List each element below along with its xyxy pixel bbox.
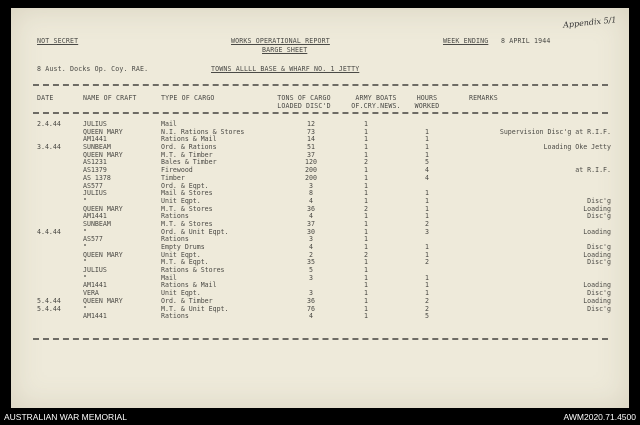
table-cell-hours: 4 [425,173,429,182]
table-cell-tons: 8 [309,189,313,198]
archive-reference: AWM2020.71.4500 [563,412,636,422]
table-cell-craft: QUEEN MARY [83,150,123,159]
table-cell-date [37,190,61,198]
table-cell-hours: 1 [425,196,429,205]
table-cell-remarks: Loading [583,204,611,213]
table-cell-cargo: Timber [161,173,185,182]
table-cell-boats: 1 [364,120,368,128]
table-cell-tons: 4 [309,243,313,251]
table-cell-craft: JULIUS [83,120,107,128]
craft-column [83,121,123,321]
table-cell-craft: AS 1378 [83,173,111,182]
table-cell-remarks: Loading [583,250,611,259]
table-cell-hours: 2 [425,258,429,267]
table-cell-boats: 1 [364,219,368,228]
table-cell-craft: AS577 [83,181,103,190]
table-cell-tons: 36 [307,204,315,213]
table-cell-boats: 1 [364,227,368,236]
table-cell-date: 2.4.44 [37,120,61,128]
table-cell-craft: " [83,196,87,205]
table-cell-remarks [471,175,611,183]
table-cell-tons: 2 [309,250,313,259]
table-rule-bottom [33,338,608,340]
table-cell-remarks: at R.I.F. [575,166,611,175]
table-cell-tons: 3 [309,289,313,298]
remarks-column [471,121,611,321]
archive-name: AUSTRALIAN WAR MEMORIAL [4,412,127,422]
hours-column [419,121,435,321]
table-cell-cargo: Mail [161,120,177,128]
table-cell-boats: 1 [364,173,368,182]
table-cell-tons: 4 [309,196,313,205]
table-cell-hours: 5 [425,312,429,321]
table-cell-hours: 3 [425,227,429,236]
table-cell-craft: QUEEN MARY [83,204,123,213]
table-cell-hours: 5 [425,158,429,167]
table-cell-hours: 1 [425,143,429,152]
header-rule-bottom [33,112,608,114]
table-cell-boats: 1 [364,212,368,221]
table-cell-tons: 14 [307,135,315,144]
table-cell-tons: 12 [307,120,315,128]
table-cell-boats: 1 [364,266,368,275]
report-subtitle: BARGE SHEET [262,46,308,54]
table-cell-cargo: M.T. & Unit Eqpt. [161,304,229,313]
table-cell-boats: 1 [364,296,368,305]
table-cell-cargo: Rations [161,212,189,221]
table-cell-remarks [471,267,611,275]
col-boats-header: ARMY BOATS OF.CRY.NEWS. [351,94,401,110]
table-cell-craft: " [83,304,87,313]
table-cell-tons: 4 [309,212,313,221]
table-cell-boats: 1 [364,166,368,175]
table-cell-hours: 4 [425,166,429,175]
table-cell-tons: 4 [309,312,313,321]
table-cell-hours: 1 [425,273,429,282]
table-cell-tons: 200 [305,166,317,175]
table-cell-boats: 1 [364,281,368,290]
table-cell-remarks: Loading [583,227,611,236]
table-cell-craft: AS1379 [83,166,107,175]
table-cell-boats: 1 [364,312,368,321]
table-cell-cargo: M.T. & Eqpt. [161,258,209,267]
table-cell-boats: 1 [364,304,368,313]
table-cell-craft: QUEEN MARY [83,127,123,136]
table-cell-date: 3.4.44 [37,143,61,152]
table-cell-hours: 2 [425,304,429,313]
table-cell-date [37,175,61,183]
table-cell-cargo: Rations [161,312,189,321]
table-cell-date [37,259,61,267]
classification-label: NOT SECRET [37,37,79,45]
table-cell-date [37,244,61,252]
table-cell-hours: 1 [425,281,429,290]
table-cell-remarks [471,183,611,191]
table-cell-boats: 1 [364,127,368,136]
table-cell-remarks: Loading [583,296,611,305]
table-cell-boats: 1 [364,258,368,267]
table-cell-hours: 1 [425,135,429,144]
table-cell-cargo: Mail & Stores [161,189,213,198]
tons-column [296,121,326,321]
table-cell-craft: AM1441 [83,212,107,221]
table-cell-remarks: Disc'g [587,258,611,267]
table-cell-craft: " [83,273,87,282]
table-cell-date: 4.4.44 [37,227,61,236]
table-cell-boats: 2 [364,250,368,259]
table-cell-cargo: Unit Eqpt. [161,289,201,298]
table-cell-cargo: Unit Eqpt. [161,196,201,205]
table-cell-craft: " [83,227,87,236]
table-cell-cargo: Rations & Stores [161,266,225,275]
table-cell-boats: 1 [364,150,368,159]
table-cell-date: 5.4.44 [37,304,61,313]
table-cell-tons: 120 [305,158,317,167]
table-cell-boats: 1 [364,181,368,190]
table-cell-cargo: Ord. & Timber [161,296,213,305]
col-remarks-header: REMARKS [469,94,498,102]
table-cell-hours: 1 [425,150,429,159]
table-cell-date [37,159,61,167]
document-page [11,8,629,408]
unit-name: 8 Aust. Docks Op. Coy. RAE. [37,65,149,73]
table-cell-remarks [471,152,611,160]
report-title: WORKS OPERATIONAL REPORT [231,37,330,45]
table-cell-craft: QUEEN MARY [83,296,123,305]
table-cell-tons: 5 [309,266,313,275]
table-cell-craft: AM1441 [83,135,107,144]
table-cell-tons: 37 [307,150,315,159]
table-cell-remarks: Supervision Disc'g at R.I.F. [499,127,611,136]
week-ending-label: WEEK ENDING [443,37,489,45]
table-cell-date [37,129,61,137]
table-cell-cargo: Empty Drums [161,243,205,251]
table-cell-date: 5.4.44 [37,296,61,305]
table-cell-date [37,213,61,221]
table-cell-date [37,183,61,191]
table-cell-craft: AS1231 [83,158,107,167]
table-cell-remarks: Disc'g [587,304,611,313]
col-date-header: DATE [37,94,54,102]
table-cell-hours: 1 [425,243,429,251]
table-cell-cargo: Mail [161,273,177,282]
table-cell-craft: " [83,258,87,267]
col-hours-header: HOURS WORKED [414,94,440,110]
table-cell-tons: 3 [309,273,313,282]
table-cell-date [37,167,61,175]
boats-column [356,121,376,321]
table-cell-tons: 30 [307,227,315,236]
table-cell-cargo: Ord. & Rations [161,143,217,152]
col-cargo-header: TYPE OF CARGO [161,94,215,102]
table-cell-boats: 2 [364,204,368,213]
table-cell-craft: AM1441 [83,281,107,290]
table-cell-remarks [471,313,611,321]
table-cell-boats: 1 [364,135,368,144]
table-cell-tons: 51 [307,143,315,152]
table-cell-remarks: Disc'g [587,212,611,221]
table-cell-hours: 1 [425,189,429,198]
table-cell-tons: 35 [307,258,315,267]
table-cell-tons: 3 [309,235,313,244]
table-cell-boats: 1 [364,289,368,298]
table-cell-craft: VERA [83,289,99,298]
table-cell-tons: 37 [307,219,315,228]
table-cell-craft: AS577 [83,235,103,244]
week-ending-value: 8 APRIL 1944 [501,37,551,45]
table-cell-hours: 1 [425,212,429,221]
table-cell-cargo: M.T. & Timber [161,150,213,159]
table-cell-tons: 36 [307,296,315,305]
table-cell-craft: SUNBEAM [83,143,111,152]
table-cell-remarks: Disc'g [587,196,611,205]
table-cell-date [37,267,61,275]
col-tons-header: TONS OF CARGO LOADED DISC'D [277,94,331,110]
table-cell-cargo: N.I. Rations & Stores [161,127,245,136]
table-cell-cargo: M.T. & Stores [161,219,213,228]
table-cell-craft: QUEEN MARY [83,250,123,259]
table-cell-hours: 1 [425,204,429,213]
table-cell-boats: 1 [364,189,368,198]
table-cell-remarks: Disc'g [587,243,611,251]
table-cell-date [37,152,61,160]
table-cell-hours: 1 [425,250,429,259]
table-cell-craft: JULIUS [83,189,107,198]
table-cell-date [37,198,61,206]
table-cell-tons: 73 [307,127,315,136]
table-cell-hours: 2 [425,219,429,228]
table-cell-date [37,282,61,290]
date-column [37,121,61,321]
table-cell-boats: 1 [364,235,368,244]
table-cell-tons: 3 [309,181,313,190]
table-cell-boats: 1 [364,143,368,152]
table-cell-cargo: M.T. & Stores [161,204,213,213]
table-cell-boats: 2 [364,158,368,167]
table-cell-boats: 1 [364,196,368,205]
table-cell-tons: 200 [305,173,317,182]
table-cell-tons: 76 [307,304,315,313]
table-cell-craft: JULIUS [83,266,107,275]
location: TOWNS ALLLL BASE & WHARF NO. 1 JETTY [211,65,360,73]
table-cell-date [37,252,61,260]
table-cell-craft: SUNBEAM [83,219,111,228]
table-cell-boats: 1 [364,243,368,251]
table-cell-cargo: Rations & Mail [161,281,217,290]
table-cell-cargo: Ord. & Eqpt. [161,181,209,190]
table-cell-remarks: Loading Oke Jetty [543,143,611,152]
header-rule-top [33,84,608,86]
table-cell-cargo: Unit Eqpt. [161,250,201,259]
table-cell-cargo: Rations [161,235,189,244]
table-cell-hours: 1 [425,127,429,136]
table-cell-remarks: Loading [583,281,611,290]
table-cell-craft: " [83,243,87,251]
table-cell-cargo: Bales & Timber [161,158,217,167]
table-cell-cargo: Rations & Mail [161,135,217,144]
table-cell-remarks: Disc'g [587,289,611,298]
col-craft-header: NAME OF CRAFT [83,94,137,102]
table-cell-date [37,206,61,214]
table-cell-date [37,313,61,321]
table-cell-date [37,236,61,244]
table-cell-hours: 1 [425,289,429,298]
handwritten-note: Appendix 5/1 [563,15,618,30]
archive-footer [0,408,640,425]
table-cell-craft: AM1441 [83,312,107,321]
cargo-column [161,121,244,321]
table-cell-boats: 1 [364,273,368,282]
table-cell-date [37,275,61,283]
table-cell-cargo: Firewood [161,166,193,175]
table-cell-cargo: Ord. & Unit Eqpt. [161,227,229,236]
table-cell-hours: 2 [425,296,429,305]
